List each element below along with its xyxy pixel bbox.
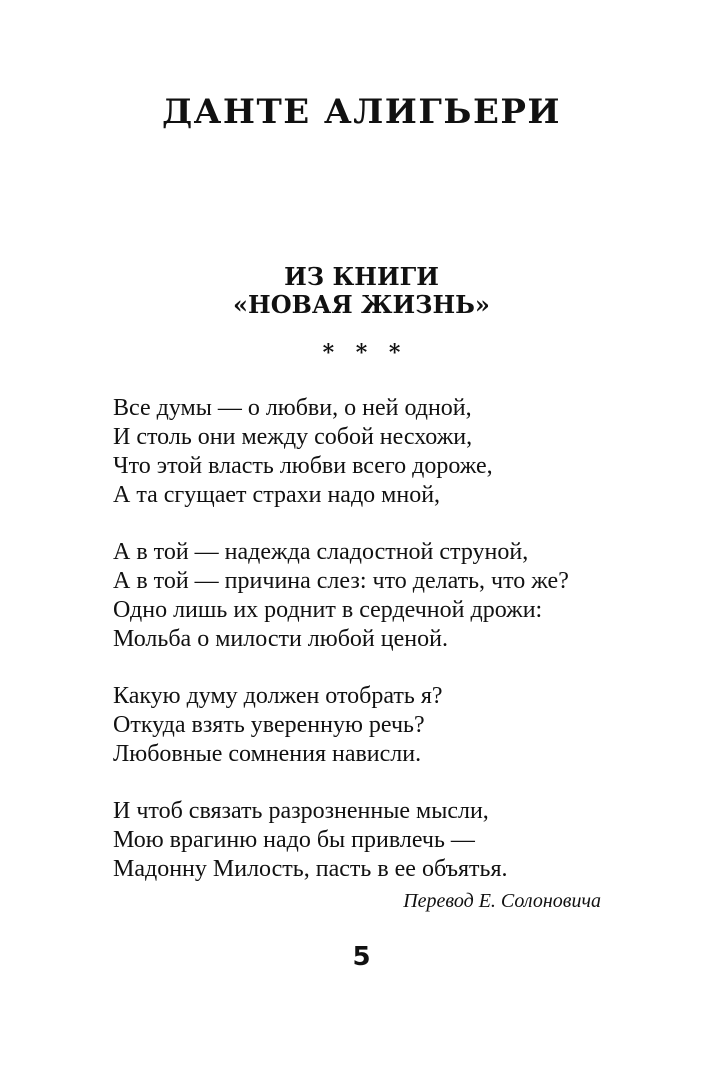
poem-line: Мольба о милости любой ценой. xyxy=(113,626,448,652)
poem-line: А в той — надежда сладостной струной, xyxy=(113,539,529,565)
poem xyxy=(113,394,633,912)
poem-line: Любовные сомнения нависли. xyxy=(113,741,422,767)
poem-line: И чтоб связать разрозненные мысли, xyxy=(113,798,489,824)
author-heading: ДАНТЕ АЛИГЬЕРИ xyxy=(161,92,562,132)
poem-line: Мадонну Милость, пасть в ее объятья. xyxy=(113,856,508,882)
translator-credit: Перевод Е. Солоновича xyxy=(403,890,601,912)
section-title-line-2: «НОВАЯ ЖИЗНЬ» xyxy=(233,290,490,319)
poem-stanza xyxy=(113,797,633,884)
poem-line: Что этой власть любви всего дороже, xyxy=(113,453,493,479)
page-number: 5 xyxy=(352,942,371,972)
poem-line: А в той — причина слез: что делать, что же? xyxy=(113,568,569,594)
poem-line: Откуда взять уверенную речь? xyxy=(113,712,425,738)
poem-line: Все думы — о любви, о ней одной, xyxy=(113,395,472,421)
section-title-line-1: ИЗ КНИГИ xyxy=(284,262,439,291)
poem-stanza xyxy=(113,394,633,510)
poem-line: Какую думу должен отобрать я? xyxy=(113,683,443,709)
poem-line: И столь они между собой несхожи, xyxy=(113,424,473,450)
poem-line: Одно лишь их роднит в сердечной дрожи: xyxy=(113,597,543,623)
poem-line: Мою врагиню надо бы привлечь — xyxy=(113,827,475,853)
poem-stanza xyxy=(113,682,633,769)
poem-stanza xyxy=(113,538,633,654)
poem-line: А та сгущает страхи надо мной, xyxy=(113,482,441,508)
stanza-separator: * * * xyxy=(322,340,401,366)
